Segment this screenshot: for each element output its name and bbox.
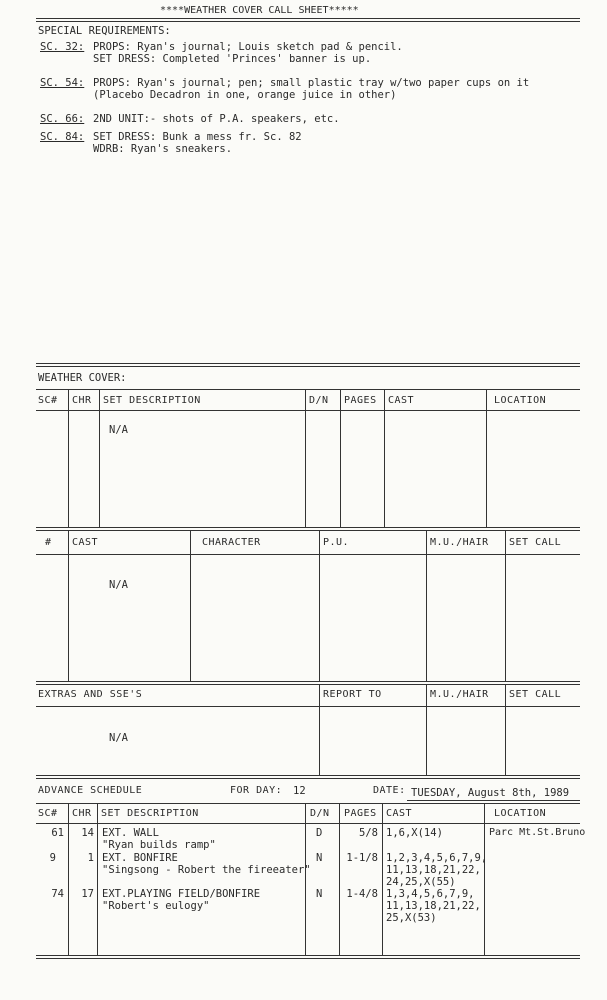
date-value: TUESDAY, August 8th, 1989 [411,787,570,799]
cell-dn: D [316,827,323,839]
weather-header-top [36,389,580,390]
col-header-sc: SC# [38,808,58,819]
col-header-pu: P.U. [323,537,350,548]
special-line: SET DRESS: Bunk a mess fr. Sc. 82 [93,131,302,143]
grid-line [97,803,98,955]
col-header-number: # [45,537,52,548]
cell-sc: 9 [49,852,56,864]
cell-cast: 11,13,18,21,22, [386,900,481,912]
advance-schedule-heading: ADVANCE SCHEDULE [38,785,143,796]
cell-sc: 74 [51,888,64,900]
grid-line [340,389,341,527]
grid-line [486,389,487,527]
grid-line [319,531,320,682]
scene-label: SC. 54: [40,77,85,89]
cell-cast: 1,3,4,5,6,7,9, [386,888,475,900]
extras-top-rule [36,681,580,685]
grid-line [484,803,485,955]
col-header-report-to: REPORT TO [323,689,382,700]
for-day-value: 12 [293,785,306,797]
advance-header-top [36,803,580,804]
cell-note: "Ryan builds ramp" [102,839,216,851]
col-header-chr: CHR [72,395,92,406]
cell-note: "Robert's eulogy" [102,900,210,912]
cell-chr: 17 [81,888,94,900]
col-header-mu-hair: M.U./HAIR [430,689,489,700]
date-label: DATE: [373,785,406,796]
cell-sc: 61 [51,827,64,839]
advance-bottom-rule [36,955,580,959]
special-line: SET DRESS: Completed 'Princes' banner is up. [93,53,372,65]
extras-header-bottom [36,706,580,707]
scene-label: SC. 32: [40,41,85,53]
special-line: WDRB: Ryan's sneakers. [93,143,233,155]
col-header-cast: CAST [72,537,99,548]
for-day-label: FOR DAY: [230,785,283,796]
grid-line [68,803,69,955]
grid-line [339,803,340,955]
cell-desc: EXT. WALL [102,827,159,839]
cast-header-bottom [36,554,580,555]
cell-pages: 5/8 [359,827,378,839]
cell-cast: 1,2,3,4,5,6,7,9, [386,852,488,864]
grid-line [505,684,506,776]
col-header-mu-hair: M.U./HAIR [430,537,489,548]
grid-line [319,684,320,776]
weather-na: N/A [109,424,128,436]
cell-note: "Singsong - Robert the fireeater" [102,864,311,876]
cast-top-rule [36,527,580,531]
grid-line [426,531,427,682]
grid-line [190,531,191,682]
col-header-set-description: SET DESCRIPTION [101,808,199,819]
cell-desc: EXT. BONFIRE [102,852,178,864]
date-underline [407,800,580,801]
col-header-sc: SC# [38,395,58,406]
special-requirements-heading: SPECIAL REQUIREMENTS: [38,25,171,37]
col-header-chr: CHR [72,808,92,819]
grid-line [382,803,383,955]
col-header-pages: PAGES [344,395,377,406]
cell-dn: N [316,852,323,864]
cell-dn: N [316,888,323,900]
cell-desc: EXT.PLAYING FIELD/BONFIRE [102,888,261,900]
cell-cast: 11,13,18,21,22, [386,864,481,876]
scene-label: SC. 66: [40,113,85,125]
weather-header-bottom [36,410,580,411]
cell-chr: 14 [81,827,94,839]
advance-header-bottom [36,823,580,824]
col-header-set-call: SET CALL [509,689,562,700]
weather-cover-heading: WEATHER COVER: [38,372,127,384]
grid-line [505,531,506,682]
col-header-location: LOCATION [494,808,547,819]
col-header-cast: CAST [386,808,413,819]
cast-na: N/A [109,579,128,591]
grid-line [384,389,385,527]
grid-line [305,389,306,527]
cell-pages: 1-4/8 [346,888,378,900]
cell-location: Parc Mt.St.Bruno [489,827,586,838]
cell-chr: 1 [87,852,94,864]
grid-line [305,803,306,955]
special-line: PROPS: Ryan's journal; pen; small plastic tray w/two paper cups on it [93,77,530,89]
col-header-cast: CAST [388,395,415,406]
col-header-dn: D/N [309,395,329,406]
col-header-character: CHARACTER [202,537,261,548]
special-line: 2ND UNIT:- shots of P.A. speakers, etc. [93,113,340,125]
sheet-title: ****WEATHER COVER CALL SHEET***** [160,5,359,16]
grid-line [99,389,100,527]
weather-top-rule [36,363,580,367]
col-header-set-description: SET DESCRIPTION [103,395,201,406]
special-line: (Placebo Decadron in one, orange juice in other) [93,89,397,101]
special-line: PROPS: Ryan's journal; Louis sketch pad & pencil. [93,41,403,53]
grid-line [68,389,69,527]
extras-na: N/A [109,732,128,744]
cell-cast: 1,6,X(14) [386,827,443,839]
col-header-pages: PAGES [344,808,377,819]
col-header-set-call: SET CALL [509,537,562,548]
grid-line [426,684,427,776]
grid-line [68,531,69,682]
cell-cast: 24,25,X(55) [386,876,456,888]
advance-top-rule [36,775,580,779]
cell-pages: 1-1/8 [346,852,378,864]
col-header-extras: EXTRAS AND SSE'S [38,689,143,700]
scene-label: SC. 84: [40,131,85,143]
title-rule [36,18,580,22]
cell-cast: 25,X(53) [386,912,437,924]
col-header-dn: D/N [310,808,330,819]
col-header-location: LOCATION [494,395,547,406]
